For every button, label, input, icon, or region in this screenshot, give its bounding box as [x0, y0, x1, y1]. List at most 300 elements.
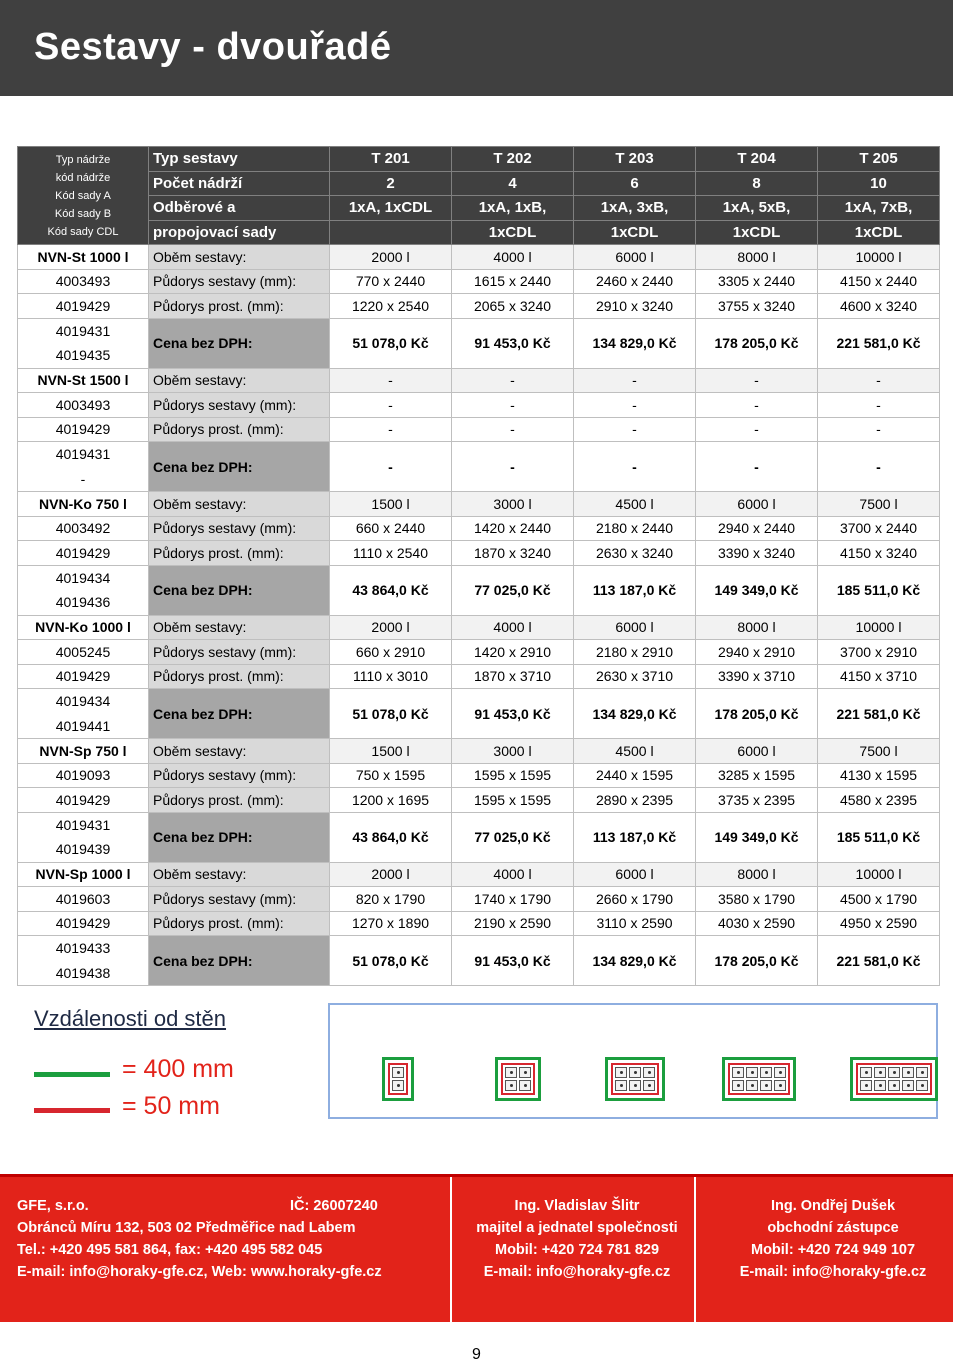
title-bar — [0, 0, 953, 96]
price-cell: 77 025,0 Kč — [452, 812, 574, 862]
value-cell: 1110 x 3010 — [330, 664, 452, 689]
price-codes — [18, 812, 149, 862]
tank-icon — [643, 1067, 655, 1078]
value-cell: 2940 x 2440 — [696, 516, 818, 541]
value-cell: 2000 l — [330, 862, 452, 887]
value-cell: - — [330, 393, 452, 418]
row-code: NVN-St 1500 l — [18, 368, 149, 393]
price-code: 4019433 — [55, 940, 111, 956]
tank-icon — [505, 1067, 517, 1078]
header-sets-cell: 1xCDL — [818, 220, 940, 245]
price-label: Cena bez DPH: — [149, 936, 330, 986]
space-row — [18, 788, 940, 813]
price-cell: 221 581,0 Kč — [818, 318, 940, 368]
value-cell: - — [452, 368, 574, 393]
price-cell: 185 511,0 Kč — [818, 812, 940, 862]
price-cell: - — [574, 442, 696, 492]
value-cell: - — [452, 417, 574, 442]
owner-name: Ing. Vladislav Šlitr — [514, 1198, 640, 1214]
tank-icon — [392, 1080, 404, 1091]
value-cell: 4000 l — [452, 862, 574, 887]
price-cell: 51 078,0 Kč — [330, 936, 452, 986]
value-cell: 6000 l — [574, 245, 696, 270]
value-cell: 1595 x 1595 — [452, 763, 574, 788]
header-codes-cell — [18, 147, 149, 245]
value-cell: 3580 x 1790 — [696, 887, 818, 912]
rep-name: Ing. Ondřej Dušek — [770, 1198, 896, 1214]
tank-arrangement — [850, 1057, 938, 1101]
volume-row — [18, 368, 940, 393]
value-cell: 1420 x 2440 — [452, 516, 574, 541]
row-label: Půdorys prost. (mm): — [149, 664, 330, 689]
price-cell: 51 078,0 Kč — [330, 689, 452, 739]
value-cell: 660 x 2440 — [330, 516, 452, 541]
price-cell: 149 349,0 Kč — [696, 565, 818, 615]
price-cell: 91 453,0 Kč — [452, 318, 574, 368]
price-code: 4019431 — [55, 322, 111, 339]
price-cell: 91 453,0 Kč — [452, 936, 574, 986]
value-cell: 4150 x 3710 — [818, 664, 940, 689]
value-cell: - — [818, 393, 940, 418]
value-cell: - — [330, 417, 452, 442]
price-label: Cena bez DPH: — [149, 318, 330, 368]
volume-row — [18, 615, 940, 640]
rep-mobile: Mobil: +420 724 949 107 — [750, 1242, 916, 1258]
header-type-cell: T 205 — [818, 147, 940, 172]
value-cell: - — [696, 393, 818, 418]
value-cell: 2000 l — [330, 615, 452, 640]
price-cell: - — [452, 442, 574, 492]
value-cell: 1500 l — [330, 492, 452, 517]
header-code-label: kód nádrže — [55, 171, 111, 184]
value-cell: 7500 l — [818, 739, 940, 764]
price-label: Cena bez DPH: — [149, 442, 330, 492]
value-cell: 3305 x 2440 — [696, 269, 818, 294]
row-code: 4019603 — [18, 887, 149, 912]
price-row — [18, 565, 940, 615]
price-cell: 113 187,0 Kč — [574, 565, 696, 615]
row-code: 4003492 — [18, 516, 149, 541]
value-cell: 2000 l — [330, 245, 452, 270]
row-code: 4019429 — [18, 541, 149, 566]
value-cell: 660 x 2910 — [330, 640, 452, 665]
value-cell: 4150 x 3240 — [818, 541, 940, 566]
value-cell: 3700 x 2910 — [818, 640, 940, 665]
row-label: Oběm sestavy: — [149, 245, 330, 270]
value-cell: 4600 x 3240 — [818, 294, 940, 319]
price-code: 4019436 — [55, 594, 111, 610]
price-label: Cena bez DPH: — [149, 689, 330, 739]
value-cell: 2180 x 2910 — [574, 640, 696, 665]
price-code: 4019439 — [55, 841, 111, 857]
plan-row — [18, 640, 940, 665]
row-code: 4019429 — [18, 294, 149, 319]
value-cell: 1270 x 1890 — [330, 911, 452, 936]
value-cell: 4000 l — [452, 615, 574, 640]
tank-icon — [629, 1080, 641, 1091]
value-cell: 2660 x 1790 — [574, 887, 696, 912]
price-code: 4019438 — [55, 964, 111, 981]
price-cell: 178 205,0 Kč — [696, 689, 818, 739]
value-cell: 1200 x 1695 — [330, 788, 452, 813]
price-cell: 134 829,0 Kč — [574, 936, 696, 986]
tank-icon — [888, 1067, 900, 1078]
price-cell: 51 078,0 Kč — [330, 318, 452, 368]
value-cell: 1870 x 3710 — [452, 664, 574, 689]
tank-icon — [615, 1067, 627, 1078]
tank-icon — [746, 1080, 758, 1091]
tank-icon — [519, 1067, 531, 1078]
company-phone: Tel.: +420 495 581 864, fax: +420 495 582 045 — [17, 1242, 323, 1258]
row-code: 4003493 — [18, 393, 149, 418]
value-cell: 1870 x 3240 — [452, 541, 574, 566]
row-code: NVN-St 1000 l — [18, 245, 149, 270]
price-codes — [18, 565, 149, 615]
spec-table — [17, 146, 940, 986]
header-label: Počet nádrží — [149, 171, 330, 196]
value-cell: 3755 x 3240 — [696, 294, 818, 319]
price-code: 4019441 — [55, 717, 111, 734]
price-row — [18, 318, 940, 368]
header-type-cell: T 201 — [330, 147, 452, 172]
legend-red-text: = 50 mm — [122, 1092, 220, 1120]
header-sets-cell: 1xA, 3xB, — [574, 196, 696, 221]
value-cell: 2630 x 3240 — [574, 541, 696, 566]
row-code: 4019093 — [18, 763, 149, 788]
tank-icon — [916, 1080, 928, 1091]
value-cell: 4500 l — [574, 739, 696, 764]
owner-mobile: Mobil: +420 724 781 829 — [494, 1242, 660, 1258]
row-label: Půdorys sestavy (mm): — [149, 887, 330, 912]
row-label: Oběm sestavy: — [149, 739, 330, 764]
header-count-cell: 10 — [818, 171, 940, 196]
price-row — [18, 936, 940, 986]
price-code: - — [80, 470, 86, 487]
value-cell: - — [452, 393, 574, 418]
value-cell: 10000 l — [818, 245, 940, 270]
price-cell: 185 511,0 Kč — [818, 565, 940, 615]
header-sets-cell: 1xCDL — [452, 220, 574, 245]
tank-icon — [874, 1067, 886, 1078]
price-code: 4019431 — [55, 446, 111, 462]
value-cell: 4950 x 2590 — [818, 911, 940, 936]
volume-row — [18, 245, 940, 270]
value-cell: 8000 l — [696, 245, 818, 270]
value-cell: 2940 x 2910 — [696, 640, 818, 665]
value-cell: - — [574, 393, 696, 418]
price-label: Cena bez DPH: — [149, 565, 330, 615]
header-sets-cell: 1xA, 1xB, — [452, 196, 574, 221]
space-row — [18, 541, 940, 566]
tank-icon — [392, 1067, 404, 1078]
header-count-cell: 8 — [696, 171, 818, 196]
value-cell: 1740 x 1790 — [452, 887, 574, 912]
value-cell: 6000 l — [696, 739, 818, 764]
header-code-label: Kód sady A — [55, 189, 111, 202]
value-cell: 2180 x 2440 — [574, 516, 696, 541]
price-cell: 178 205,0 Kč — [696, 318, 818, 368]
value-cell: - — [696, 417, 818, 442]
header-row-count — [18, 171, 940, 196]
tank-icon — [643, 1080, 655, 1091]
header-sets-cell: 1xCDL — [574, 220, 696, 245]
page-title: Sestavy - dvouřadé — [34, 26, 392, 68]
tank-icon — [615, 1080, 627, 1091]
value-cell: 4030 x 2590 — [696, 911, 818, 936]
price-cell: - — [818, 442, 940, 492]
tank-icon — [519, 1080, 531, 1091]
price-cell: 149 349,0 Kč — [696, 812, 818, 862]
header-sets-cell: 1xA, 7xB, — [818, 196, 940, 221]
header-count-cell: 4 — [452, 171, 574, 196]
price-codes — [18, 442, 149, 492]
value-cell: 2910 x 3240 — [574, 294, 696, 319]
value-cell: 3110 x 2590 — [574, 911, 696, 936]
header-type-cell: T 203 — [574, 147, 696, 172]
distances-title: Vzdálenosti od stěn — [34, 1006, 227, 1031]
footer-owner — [452, 1195, 702, 1283]
row-label: Půdorys sestavy (mm): — [149, 516, 330, 541]
space-row — [18, 664, 940, 689]
row-label: Oběm sestavy: — [149, 615, 330, 640]
header-type-cell: T 202 — [452, 147, 574, 172]
price-codes — [18, 689, 149, 739]
price-cell: 43 864,0 Kč — [330, 565, 452, 615]
footer — [0, 1174, 953, 1322]
value-cell: 3700 x 2440 — [818, 516, 940, 541]
value-cell: 4580 x 2395 — [818, 788, 940, 813]
value-cell: 4150 x 2440 — [818, 269, 940, 294]
tank-icon — [774, 1080, 786, 1091]
value-cell: 7500 l — [818, 492, 940, 517]
tank-icon — [732, 1067, 744, 1078]
price-code: 4019431 — [55, 816, 111, 833]
value-cell: - — [818, 368, 940, 393]
tank-arrangement — [495, 1057, 541, 1101]
rep-email: E-mail: info@horaky-gfe.cz — [739, 1264, 927, 1280]
price-code: 4019434 — [55, 569, 111, 586]
tank-arrangement — [382, 1057, 414, 1101]
legend-red-line — [34, 1108, 110, 1113]
price-row — [18, 442, 940, 492]
row-label: Půdorys sestavy (mm): — [149, 269, 330, 294]
header-row-sets-1 — [18, 196, 940, 221]
row-label: Půdorys sestavy (mm): — [149, 393, 330, 418]
price-row — [18, 812, 940, 862]
tank-icon — [774, 1067, 786, 1078]
row-label: Oběm sestavy: — [149, 368, 330, 393]
row-code: NVN-Sp 1000 l — [18, 862, 149, 887]
value-cell: - — [696, 368, 818, 393]
row-code: 4005245 — [18, 640, 149, 665]
row-code: NVN-Ko 1000 l — [18, 615, 149, 640]
value-cell: 2440 x 1595 — [574, 763, 696, 788]
value-cell: - — [818, 417, 940, 442]
row-code: 4019429 — [18, 911, 149, 936]
tank-icon — [760, 1067, 772, 1078]
row-label: Půdorys sestavy (mm): — [149, 640, 330, 665]
plan-row — [18, 763, 940, 788]
tank-icon — [760, 1080, 772, 1091]
header-label: Odběrové a — [149, 196, 330, 221]
price-cell: 91 453,0 Kč — [452, 689, 574, 739]
price-label: Cena bez DPH: — [149, 812, 330, 862]
value-cell: 6000 l — [696, 492, 818, 517]
space-row — [18, 294, 940, 319]
row-label: Oběm sestavy: — [149, 862, 330, 887]
value-cell: 4500 x 1790 — [818, 887, 940, 912]
value-cell: 3000 l — [452, 739, 574, 764]
row-code: 4019429 — [18, 664, 149, 689]
row-code: 4019429 — [18, 788, 149, 813]
header-row-sets-2 — [18, 220, 940, 245]
plan-row — [18, 516, 940, 541]
legend-green-line — [34, 1072, 110, 1077]
volume-row — [18, 492, 940, 517]
tank-icon — [902, 1080, 914, 1091]
value-cell: 4000 l — [452, 245, 574, 270]
tank-icon — [732, 1080, 744, 1091]
header-count-cell: 2 — [330, 171, 452, 196]
tank-icon — [888, 1080, 900, 1091]
tank-icon — [916, 1067, 928, 1078]
company-address: Obránců Míru 132, 503 02 Předměřice nad Labem — [17, 1220, 356, 1236]
value-cell: 1595 x 1595 — [452, 788, 574, 813]
price-codes — [18, 936, 149, 986]
price-row — [18, 689, 940, 739]
page-number: 9 — [472, 1346, 481, 1363]
company-name: GFE, s.r.o. — [17, 1198, 89, 1214]
price-cell: 113 187,0 Kč — [574, 812, 696, 862]
value-cell: - — [330, 368, 452, 393]
row-code: 4019429 — [18, 417, 149, 442]
row-label: Půdorys prost. (mm): — [149, 294, 330, 319]
header-sets-cell — [330, 220, 452, 245]
row-label: Půdorys prost. (mm): — [149, 788, 330, 813]
tank-icon — [874, 1080, 886, 1091]
price-cell: 221 581,0 Kč — [818, 689, 940, 739]
layout-diagram — [328, 1003, 938, 1119]
value-cell: 2460 x 2440 — [574, 269, 696, 294]
rep-role: obchodní zástupce — [767, 1220, 899, 1236]
company-ic: IČ: 26007240 — [290, 1198, 378, 1214]
value-cell: 10000 l — [818, 615, 940, 640]
value-cell: 8000 l — [696, 615, 818, 640]
value-cell: 8000 l — [696, 862, 818, 887]
header-label: Typ sestavy — [149, 147, 330, 172]
row-code: NVN-Ko 750 l — [18, 492, 149, 517]
header-label: propojovací sady — [149, 220, 330, 245]
value-cell: 3285 x 1595 — [696, 763, 818, 788]
row-label: Oběm sestavy: — [149, 492, 330, 517]
price-cell: - — [696, 442, 818, 492]
price-cell: 178 205,0 Kč — [696, 936, 818, 986]
header-count-cell: 6 — [574, 171, 696, 196]
price-codes — [18, 318, 149, 368]
tank-icon — [505, 1080, 517, 1091]
price-cell: 221 581,0 Kč — [818, 936, 940, 986]
value-cell: 2065 x 3240 — [452, 294, 574, 319]
value-cell: 3735 x 2395 — [696, 788, 818, 813]
value-cell: 3390 x 3710 — [696, 664, 818, 689]
value-cell: - — [574, 417, 696, 442]
price-cell: 43 864,0 Kč — [330, 812, 452, 862]
price-cell: 134 829,0 Kč — [574, 689, 696, 739]
price-cell: 134 829,0 Kč — [574, 318, 696, 368]
plan-row — [18, 393, 940, 418]
volume-row — [18, 862, 940, 887]
header-sets-cell: 1xA, 1xCDL — [330, 196, 452, 221]
legend-green-text: = 400 mm — [122, 1055, 234, 1083]
owner-role: majitel a jednatel společnosti — [476, 1220, 678, 1236]
header-row-type — [18, 147, 940, 172]
header-sets-cell: 1xCDL — [696, 220, 818, 245]
value-cell: 2890 x 2395 — [574, 788, 696, 813]
tank-icon — [746, 1067, 758, 1078]
row-label: Půdorys prost. (mm): — [149, 911, 330, 936]
value-cell: 3000 l — [452, 492, 574, 517]
price-code: 4019435 — [55, 347, 111, 363]
value-cell: 1615 x 2440 — [452, 269, 574, 294]
company-email: E-mail: info@horaky-gfe.cz, Web: www.horaky-gfe.cz — [17, 1264, 382, 1280]
value-cell: 770 x 2440 — [330, 269, 452, 294]
value-cell: 1110 x 2540 — [330, 541, 452, 566]
row-label: Půdorys prost. (mm): — [149, 417, 330, 442]
value-cell: 10000 l — [818, 862, 940, 887]
value-cell: 820 x 1790 — [330, 887, 452, 912]
plan-row — [18, 887, 940, 912]
space-row — [18, 911, 940, 936]
header-code-label: Kód sady B — [54, 207, 112, 220]
price-cell: - — [330, 442, 452, 492]
row-label: Půdorys prost. (mm): — [149, 541, 330, 566]
space-row — [18, 417, 940, 442]
header-code-label: Kód sady CDL — [47, 225, 119, 238]
owner-email: E-mail: info@horaky-gfe.cz — [483, 1264, 671, 1280]
row-code: NVN-Sp 750 l — [18, 739, 149, 764]
plan-row — [18, 269, 940, 294]
price-code: 4019434 — [55, 693, 111, 709]
value-cell: 750 x 1595 — [330, 763, 452, 788]
value-cell: 2630 x 3710 — [574, 664, 696, 689]
value-cell: 4500 l — [574, 492, 696, 517]
tank-arrangement — [722, 1057, 796, 1101]
header-type-cell: T 204 — [696, 147, 818, 172]
tank-icon — [902, 1067, 914, 1078]
value-cell: 1220 x 2540 — [330, 294, 452, 319]
value-cell: - — [574, 368, 696, 393]
value-cell: 4130 x 1595 — [818, 763, 940, 788]
value-cell: 1420 x 2910 — [452, 640, 574, 665]
header-code-label: Typ nádrže — [55, 153, 111, 166]
header-sets-cell: 1xA, 5xB, — [696, 196, 818, 221]
value-cell: 6000 l — [574, 862, 696, 887]
tank-arrangement — [605, 1057, 665, 1101]
footer-rep — [712, 1195, 954, 1283]
value-cell: 2190 x 2590 — [452, 911, 574, 936]
volume-row — [18, 739, 940, 764]
row-label: Půdorys sestavy (mm): — [149, 763, 330, 788]
tank-icon — [629, 1067, 641, 1078]
row-code: 4003493 — [18, 269, 149, 294]
value-cell: 3390 x 3240 — [696, 541, 818, 566]
footer-divider — [694, 1177, 696, 1325]
value-cell: 6000 l — [574, 615, 696, 640]
price-cell: 77 025,0 Kč — [452, 565, 574, 615]
tank-icon — [860, 1067, 872, 1078]
value-cell: 1500 l — [330, 739, 452, 764]
tank-icon — [860, 1080, 872, 1091]
